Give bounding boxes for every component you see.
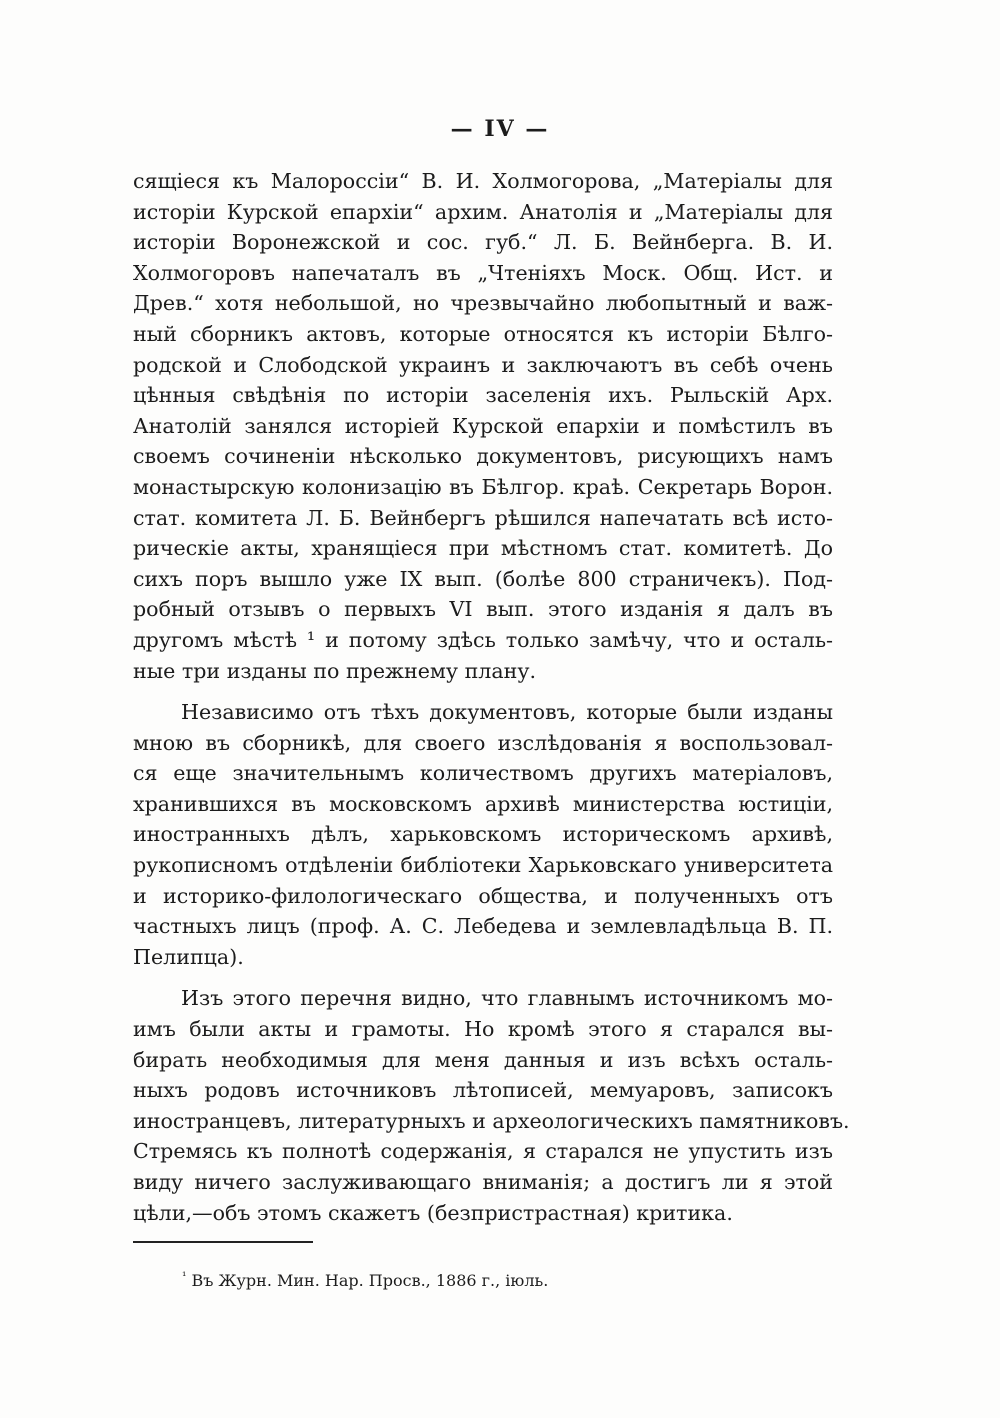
- text-line: стат. комитета Л. Б. Вейнбергъ рѣшился напечатать всѣ исто-: [133, 505, 833, 530]
- text-line: иностранныхъ дѣлъ, харьковскомъ историческомъ архивѣ,: [133, 822, 833, 847]
- text-line: частныхъ лицъ (проф. А. С. Лебедева и землевладѣльца В. П.: [133, 914, 833, 939]
- paragraph-gap: [133, 972, 833, 983]
- body-text: [133, 166, 850, 1228]
- text-line: ный сборникъ актовъ, которые относятся къ исторіи Бѣлго-: [133, 321, 833, 346]
- text-line: монастырскую колонизацію въ Бѣлгор. краѣ. Секретарь Ворон.: [133, 474, 833, 499]
- text-line: рукописномъ отдѣленіи библіотеки Харьковскаго университета: [133, 853, 833, 878]
- text-line: цѣнныя свѣдѣнія по исторіи заселенія ихъ. Рыльскій Арх.: [133, 383, 833, 408]
- text-line: бирать необходимыя для меня данныя и изъ всѣхъ осталь-: [133, 1047, 833, 1072]
- text-line: Стремясь къ полнотѣ содержанія, я старался не упустить изъ: [133, 1139, 833, 1164]
- paragraph-gap: [133, 686, 833, 697]
- paragraph-2: [133, 697, 833, 972]
- text-line: Независимо отъ тѣхъ документовъ, которые были изданы: [181, 700, 833, 725]
- text-line: цѣли,—объ этомъ скажетъ (безпристрастная) критика.: [133, 1200, 733, 1225]
- footnote-marker: ¹: [182, 1269, 187, 1283]
- text-line: Древ.“ хотя небольшой, но чрезвычайно любопытный и важ-: [133, 291, 833, 316]
- text-line: Холмогоровъ напечаталъ въ „Чтеніяхъ Моск. Общ. Ист. и: [133, 260, 833, 285]
- text-line: мною въ сборникѣ, для своего изслѣдованія я воспользовал-: [133, 730, 833, 755]
- text-line: исторіи Воронежской и сос. губ.“ Л. Б. Вейнберга. В. И.: [133, 230, 833, 255]
- text-line: имъ были акты и грамоты. Но кромѣ этого я старался вы-: [133, 1017, 833, 1042]
- text-line: и историко-филологическаго общества, и полученныхъ отъ: [133, 883, 833, 908]
- text-line: ные три изданы по прежнему плану.: [133, 658, 537, 683]
- text-line: родской и Слободской украинъ и заключаютъ въ себѣ очень: [133, 352, 833, 377]
- paragraph-1: [133, 166, 833, 686]
- text-line: сящіеся къ Малороссіи“ В. И. Холмогорова, „Матеріалы для: [133, 169, 833, 193]
- page-number: — IV —: [450, 116, 550, 142]
- text-line: Анатолій занялся исторіей Курской епархіи и помѣстилъ въ: [133, 413, 833, 438]
- text-line: сихъ поръ вышло уже IX вып. (болѣе 800 страничекъ). Под-: [133, 566, 833, 591]
- text-line: иностранцевъ, литературныхъ и археологическихъ памятниковъ.: [133, 1108, 850, 1133]
- text-line: хранившихся въ московскомъ архивѣ министерства юстиціи,: [133, 791, 833, 816]
- text-line: своемъ сочиненіи нѣсколько документовъ, рисующихъ намъ: [133, 444, 833, 469]
- text-line: ся еще значительнымъ количествомъ другихъ матеріаловъ,: [133, 761, 833, 786]
- text-line: рическіе акты, хранящіеся при мѣстномъ стат. комитетѣ. До: [133, 536, 833, 561]
- text-line: Пелипца).: [133, 944, 244, 969]
- paragraph-3: [133, 983, 850, 1228]
- footnote-text: Въ Журн. Мин. Нар. Просв., 1886 г., іюль.: [191, 1271, 549, 1290]
- footnote-divider: [133, 1241, 313, 1243]
- footnote: [182, 1269, 548, 1293]
- text-line: ныхъ родовъ источниковъ лѣтописей, мемуаровъ, записокъ: [133, 1078, 833, 1103]
- text-line: виду ничего заслуживающаго вниманія; а достигъ ли я этой: [133, 1170, 833, 1194]
- text-line: исторіи Курской епархіи“ архим. Анатолія и „Матеріалы для: [133, 199, 833, 224]
- text-line: Изъ этого перечня видно, что главнымъ источникомъ мо-: [181, 986, 833, 1011]
- text-line-with-footnote-ref: другомъ мѣстѣ ¹ и потому здѣсь только замѣчу, что и осталь-: [133, 627, 833, 652]
- text-line: робный отзывъ о первыхъ VI вып. этого изданія я далъ въ: [133, 597, 833, 622]
